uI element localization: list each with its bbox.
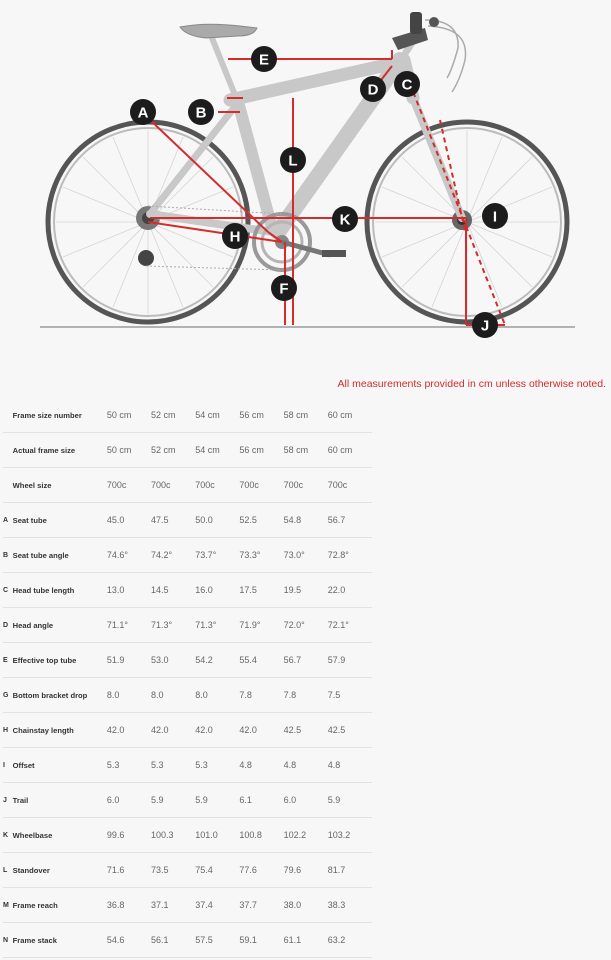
row-label: Head tube length bbox=[13, 573, 107, 608]
row-value: 700c bbox=[107, 468, 151, 503]
row-value: 58 cm bbox=[284, 433, 328, 468]
badge-B bbox=[188, 99, 214, 125]
table-row bbox=[3, 643, 372, 678]
row-value: 71.6 bbox=[107, 853, 151, 888]
measurement-lines bbox=[148, 50, 505, 325]
row-value: 700c bbox=[284, 468, 328, 503]
row-value: 63.2 bbox=[328, 923, 372, 958]
saddle bbox=[180, 24, 257, 38]
row-value: 102.2 bbox=[284, 818, 328, 853]
row-value: 700c bbox=[328, 468, 372, 503]
badge-A bbox=[130, 99, 156, 125]
table-row bbox=[3, 748, 372, 783]
row-value: 5.3 bbox=[151, 748, 195, 783]
row-value: 52 cm bbox=[151, 433, 195, 468]
row-value: 5.9 bbox=[328, 783, 372, 818]
row-label: Wheelbase bbox=[13, 818, 107, 853]
row-label: Effective top tube bbox=[13, 643, 107, 678]
row-value: 42.0 bbox=[107, 713, 151, 748]
row-letter: G bbox=[3, 678, 13, 713]
row-value: 71.1° bbox=[107, 608, 151, 643]
row-value: 7.8 bbox=[284, 678, 328, 713]
measurement-note: All measurements provided in cm unless otherwise noted. bbox=[337, 378, 606, 390]
row-value: 74.2° bbox=[151, 538, 195, 573]
row-value: 73.3° bbox=[239, 538, 283, 573]
row-value: 16.0 bbox=[195, 573, 239, 608]
row-value: 100.8 bbox=[239, 818, 283, 853]
row-label: Seat tube angle bbox=[13, 538, 107, 573]
table-row bbox=[3, 573, 372, 608]
row-letter: I bbox=[3, 748, 13, 783]
row-value: 52 cm bbox=[151, 398, 195, 433]
row-value: 99.6 bbox=[107, 818, 151, 853]
svg-text:C: C bbox=[401, 76, 413, 94]
row-value: 56.1 bbox=[151, 923, 195, 958]
row-value: 56.7 bbox=[284, 643, 328, 678]
row-value: 100.3 bbox=[151, 818, 195, 853]
row-value: 54.2 bbox=[195, 643, 239, 678]
row-value: 4.8 bbox=[239, 748, 283, 783]
row-label: Standover bbox=[13, 853, 107, 888]
row-label: Trail bbox=[13, 783, 107, 818]
table-row bbox=[3, 538, 372, 573]
row-value: 6.0 bbox=[284, 783, 328, 818]
svg-text:D: D bbox=[367, 81, 379, 99]
row-value: 42.5 bbox=[284, 713, 328, 748]
svg-text:I: I bbox=[492, 208, 498, 226]
row-value: 37.4 bbox=[195, 888, 239, 923]
row-value: 50.0 bbox=[195, 503, 239, 538]
row-value: 72.0° bbox=[284, 608, 328, 643]
geometry-table bbox=[3, 398, 372, 958]
badge-D bbox=[360, 76, 386, 102]
row-value: 73.5 bbox=[151, 853, 195, 888]
row-value: 6.0 bbox=[107, 783, 151, 818]
table-row bbox=[3, 853, 372, 888]
svg-text:F: F bbox=[279, 280, 289, 298]
row-value: 71.9° bbox=[239, 608, 283, 643]
row-value: 60 cm bbox=[328, 433, 372, 468]
row-label: Actual frame size bbox=[13, 433, 107, 468]
row-value: 57.9 bbox=[328, 643, 372, 678]
row-label: Wheel size bbox=[13, 468, 107, 503]
row-letter bbox=[3, 433, 13, 468]
row-value: 59.1 bbox=[239, 923, 283, 958]
row-label: Chainstay length bbox=[13, 713, 107, 748]
row-value: 75.4 bbox=[195, 853, 239, 888]
svg-text:A: A bbox=[137, 104, 149, 122]
row-value: 71.3° bbox=[195, 608, 239, 643]
row-letter: N bbox=[3, 923, 13, 958]
row-value: 700c bbox=[151, 468, 195, 503]
table-row bbox=[3, 678, 372, 713]
table-row bbox=[3, 818, 372, 853]
row-value: 5.9 bbox=[151, 783, 195, 818]
row-value: 74.6° bbox=[107, 538, 151, 573]
badge-C bbox=[394, 71, 420, 97]
row-value: 4.8 bbox=[284, 748, 328, 783]
table-row bbox=[3, 503, 372, 538]
row-label: Seat tube bbox=[13, 503, 107, 538]
row-value: 54.8 bbox=[284, 503, 328, 538]
svg-text:B: B bbox=[195, 104, 207, 122]
row-letter bbox=[3, 468, 13, 503]
row-value: 37.7 bbox=[239, 888, 283, 923]
badge-E bbox=[251, 46, 277, 72]
row-value: 42.0 bbox=[195, 713, 239, 748]
row-value: 73.7° bbox=[195, 538, 239, 573]
row-value: 50 cm bbox=[107, 433, 151, 468]
svg-text:J: J bbox=[480, 317, 490, 335]
row-value: 42.5 bbox=[328, 713, 372, 748]
row-letter: L bbox=[3, 853, 13, 888]
row-letter: J bbox=[3, 783, 13, 818]
table-row bbox=[3, 888, 372, 923]
row-label: Offset bbox=[13, 748, 107, 783]
row-letter: M bbox=[3, 888, 13, 923]
table-row bbox=[3, 433, 372, 468]
row-letter: K bbox=[3, 818, 13, 853]
row-value: 6.1 bbox=[239, 783, 283, 818]
row-value: 79.6 bbox=[284, 853, 328, 888]
badge-H bbox=[222, 223, 248, 249]
row-value: 42.0 bbox=[239, 713, 283, 748]
row-value: 45.0 bbox=[107, 503, 151, 538]
row-value: 71.3° bbox=[151, 608, 195, 643]
row-value: 57.5 bbox=[195, 923, 239, 958]
row-value: 54 cm bbox=[195, 398, 239, 433]
table-row bbox=[3, 398, 372, 433]
row-label: Frame reach bbox=[13, 888, 107, 923]
svg-text:H: H bbox=[229, 228, 241, 246]
row-value: 72.1° bbox=[328, 608, 372, 643]
row-label: Frame stack bbox=[13, 923, 107, 958]
row-value: 56.7 bbox=[328, 503, 372, 538]
row-value: 5.3 bbox=[107, 748, 151, 783]
row-value: 50 cm bbox=[107, 398, 151, 433]
badge-I bbox=[482, 203, 508, 229]
svg-text:K: K bbox=[339, 211, 351, 229]
row-value: 54 cm bbox=[195, 433, 239, 468]
svg-text:L: L bbox=[288, 152, 298, 170]
row-letter: B bbox=[3, 538, 13, 573]
table-row bbox=[3, 923, 372, 958]
table-row bbox=[3, 468, 372, 503]
badge-K bbox=[332, 206, 358, 232]
table-row bbox=[3, 608, 372, 643]
badge-L bbox=[280, 147, 306, 173]
row-value: 13.0 bbox=[107, 573, 151, 608]
row-value: 37.1 bbox=[151, 888, 195, 923]
row-value: 8.0 bbox=[195, 678, 239, 713]
row-value: 60 cm bbox=[328, 398, 372, 433]
table-row bbox=[3, 783, 372, 818]
row-value: 52.5 bbox=[239, 503, 283, 538]
row-value: 22.0 bbox=[328, 573, 372, 608]
row-value: 103.2 bbox=[328, 818, 372, 853]
row-value: 36.8 bbox=[107, 888, 151, 923]
row-value: 77.6 bbox=[239, 853, 283, 888]
row-letter: E bbox=[3, 643, 13, 678]
row-value: 54.6 bbox=[107, 923, 151, 958]
row-label: Frame size number bbox=[13, 398, 107, 433]
row-value: 55.4 bbox=[239, 643, 283, 678]
row-value: 47.5 bbox=[151, 503, 195, 538]
row-letter: D bbox=[3, 608, 13, 643]
row-label: Head angle bbox=[13, 608, 107, 643]
svg-text:E: E bbox=[258, 51, 270, 69]
row-value: 700c bbox=[239, 468, 283, 503]
row-value: 38.3 bbox=[328, 888, 372, 923]
row-letter: C bbox=[3, 573, 13, 608]
row-value: 101.0 bbox=[195, 818, 239, 853]
row-value: 8.0 bbox=[107, 678, 151, 713]
badge-J bbox=[472, 312, 498, 338]
row-value: 81.7 bbox=[328, 853, 372, 888]
row-value: 8.0 bbox=[151, 678, 195, 713]
table-row bbox=[3, 713, 372, 748]
row-value: 5.9 bbox=[195, 783, 239, 818]
row-letter: A bbox=[3, 503, 13, 538]
row-value: 14.5 bbox=[151, 573, 195, 608]
badge-F bbox=[271, 275, 297, 301]
row-letter: H bbox=[3, 713, 13, 748]
row-value: 51.9 bbox=[107, 643, 151, 678]
row-value: 17.5 bbox=[239, 573, 283, 608]
row-value: 56 cm bbox=[239, 398, 283, 433]
row-value: 56 cm bbox=[239, 433, 283, 468]
bike-geometry-diagram bbox=[0, 0, 611, 345]
row-value: 53.0 bbox=[151, 643, 195, 678]
row-value: 19.5 bbox=[284, 573, 328, 608]
row-value: 5.3 bbox=[195, 748, 239, 783]
row-value: 61.1 bbox=[284, 923, 328, 958]
geometry-table-body bbox=[3, 398, 372, 958]
row-value: 7.5 bbox=[328, 678, 372, 713]
row-value: 700c bbox=[195, 468, 239, 503]
row-value: 38.0 bbox=[284, 888, 328, 923]
row-value: 58 cm bbox=[284, 398, 328, 433]
row-value: 42.0 bbox=[151, 713, 195, 748]
row-value: 72.8° bbox=[328, 538, 372, 573]
row-value: 73.0° bbox=[284, 538, 328, 573]
row-letter bbox=[3, 398, 13, 433]
row-value: 7.8 bbox=[239, 678, 283, 713]
row-label: Bottom bracket drop bbox=[13, 678, 107, 713]
row-value: 4.8 bbox=[328, 748, 372, 783]
